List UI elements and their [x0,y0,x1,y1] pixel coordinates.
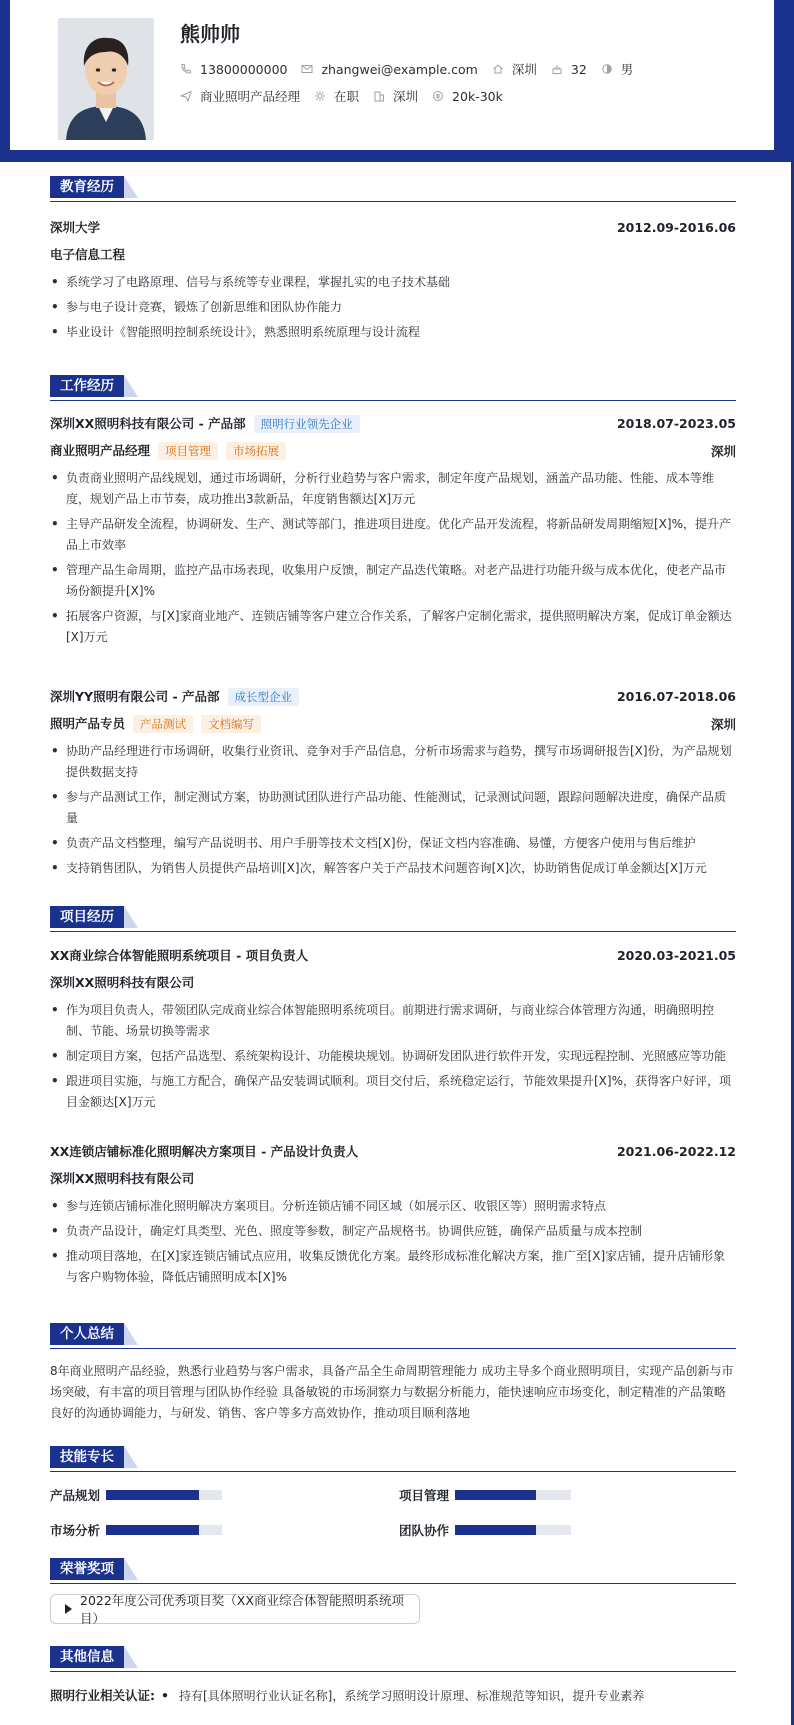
job-role: 商业照明产品经理 [50,443,151,458]
contact-row [180,60,647,78]
list-item: • 制定项目方案，包括产品选型、系统架构设计、功能模块规划。协调研发团队进行软件开发，实现远程控制、光照感应等功能 [50,1046,736,1067]
expand-triangle-icon [65,1604,72,1614]
coin-icon [432,90,444,102]
skill-name: 团队协作 [399,1523,450,1538]
city-item [492,60,537,78]
phone-item [180,62,287,77]
list-item: • 系统学习了电路原理、信号与系统等专业课程，掌握扎实的电子技术基础 [50,272,736,293]
company-name: 深圳YY照明有限公司 - 产品部 [50,689,220,704]
skill-bar-fill [455,1490,536,1500]
job-item [180,87,300,105]
header-left-band [0,0,10,150]
target-city-text: 深圳 [393,89,419,104]
award-item[interactable] [50,1594,420,1624]
skill-item [399,1521,571,1539]
section-rule [50,201,736,202]
project-name: XX商业综合体智能照明系统项目 - 项目负责人 [50,948,309,963]
job-role-row [50,441,736,460]
skill-item [50,1486,222,1504]
other-row [50,1686,736,1704]
gender-text: 男 [620,62,634,77]
section-rule [50,931,736,932]
other-section [50,1646,736,1703]
skill-item [50,1521,222,1539]
job-header-row [50,414,736,433]
summary-text: 8年商业照明产品经验，熟悉行业趋势与客户需求，具备产品全生命周期管理能力 成功主导多个商业照明项目，实现产品创新与市场突破，有丰富的项目管理与团队协作经验 具备敏锐的市场洞察力与数据分析能力，能快速响应市场变化，制定精准的产品策略 良好的沟通协调能力，与研发、销售、客户等多方高效协作，推动项目顺利落地 [50,1364,734,1420]
skill-tag: 产品测试 [133,715,193,733]
list-item: • 参与连锁店铺标准化照明解决方案项目。分析连锁店铺不同区域（如展示区、收银区等）照明需求特点 [50,1196,736,1217]
bullet-dot: • [161,1687,169,1703]
email-item [301,62,477,77]
skill-bar-fill [106,1525,199,1535]
skill-bar-fill [455,1525,536,1535]
section-header [50,1558,736,1580]
send-icon [180,90,192,102]
section-title: 教育经历 [50,176,124,198]
phone-text: 13800000000 [200,61,288,77]
section-rule [50,400,736,401]
skill-name: 市场分析 [50,1523,101,1538]
section-header [50,906,736,928]
job-role-row [50,714,736,733]
section-header [50,375,736,397]
cake-icon [551,63,563,75]
section-title: 其他信息 [50,1646,124,1668]
list-item: • 负责产品文档整理，编写产品说明书、用户手册等技术文档[X]份，保证文档内容准确、易懂，方便客户使用与售后维护 [50,833,736,854]
section-rule [50,1583,736,1584]
age-text: 32 [570,61,587,77]
section-header [50,176,736,198]
job-period: 2016.07-2018.06 [616,689,736,704]
company-tag: 照明行业领先企业 [254,415,360,433]
other-text: 持有[具体照明行业认证名称]，系统学习照明设计原理、标准规范等知识，提升专业素养 [179,1688,645,1703]
gear-icon [314,90,326,102]
target-city-item [373,87,418,105]
education-period: 2012.09-2016.06 [616,219,736,235]
mail-icon [301,63,313,75]
project-header-row [50,946,736,964]
list-item: • 参与电子设计竞赛，锻炼了创新思维和团队协作能力 [50,297,736,318]
skill-bar [455,1490,571,1500]
building-icon [373,90,385,102]
section-rule [50,1471,736,1472]
school-name: 深圳大学 [50,220,101,235]
gender-item [601,60,634,78]
list-item: • 负责产品设计，确定灯具类型、光色、照度等参数，制定产品规格书。协调供应链，确保产品质量与成本控制 [50,1221,736,1242]
awards-section [50,1558,736,1626]
section-header [50,1646,736,1668]
gender-icon [601,63,613,75]
status-item [314,87,359,105]
list-item: • 参与产品测试工作，制定测试方案，协助测试团队进行产品功能、性能测试，记录测试问题，跟踪问题解决进度，确保产品质量 [50,787,736,829]
resume-header [10,0,774,150]
job-intent-row [180,87,517,105]
section-title: 荣誉奖项 [50,1558,124,1580]
award-text: 2022年度公司优秀项目奖（XX商业综合体智能照明系统项目） [80,1593,404,1626]
project-bullets [50,1196,736,1292]
section-title: 个人总结 [50,1323,124,1345]
major-row [50,245,736,263]
skill-tag: 项目管理 [158,442,218,460]
project-bullets [50,1000,736,1117]
summary-section [50,1323,736,1420]
projects-section [50,906,736,1284]
work-section [50,375,736,875]
project-company: 深圳XX照明科技有限公司 [50,975,195,990]
age-item [551,62,587,77]
email-text: zhangwei@example.com [321,61,478,77]
list-item: • 支持销售团队，为销售人员提供产品培训[X]次，解答客户关于产品技术问题咨询[X]次，协助销售促成订单金额达[X]万元 [50,858,736,879]
list-item: • 主导产品研发全流程，协调研发、生产、测试等部门，推进项目进度。优化产品开发流程，将新品研发周期缩短[X]%，提升产品上市效率 [50,514,736,556]
header-bottom-band [0,150,794,162]
list-item: • 作为项目负责人，带领团队完成商业综合体智能照明系统项目。前期进行需求调研，与商业综合体管理方沟通，明确照明控制、节能、场景切换等需求 [50,1000,736,1042]
education-row [50,218,736,236]
phone-icon [180,63,192,75]
section-rule [50,1348,736,1349]
company-name: 深圳XX照明科技有限公司 - 产品部 [50,416,246,431]
education-bullets [50,272,736,347]
salary-text: 20k-30k [452,88,503,104]
section-header [50,1323,736,1345]
list-item: • 负责商业照明产品线规划，通过市场调研，分析行业趋势与客户需求，制定年度产品规划，涵盖产品功能、性能、成本等维度，规划产品上市节奏，成功推出3款新品，年度销售额达[X]万元 [50,468,736,510]
skill-tag: 文档编写 [201,715,261,733]
home-icon [492,63,504,75]
status-text: 在职 [334,89,360,104]
list-item: • 毕业设计《智能照明控制系统设计》，熟悉照明系统原理与设计流程 [50,322,736,343]
job-bullets [50,468,736,652]
job-role: 照明产品专员 [50,716,126,731]
job-period: 2018.07-2023.05 [616,416,736,431]
list-item: • 跟进项目实施，与施工方配合，确保产品安装调试顺利。项目交付后，系统稳定运行，节能效果提升[X]%，获得客户好评，项目金额达[X]万元 [50,1071,736,1113]
major-name: 电子信息工程 [50,247,126,262]
section-title: 项目经历 [50,906,124,928]
job-header-row [50,687,736,706]
skill-bar-fill [106,1490,199,1500]
section-header [50,1446,736,1468]
section-rule [50,1671,736,1672]
skill-name: 项目管理 [399,1488,450,1503]
section-title: 工作经历 [50,375,124,397]
skill-item [399,1486,571,1504]
job-location: 深圳 [710,443,736,459]
city-text: 深圳 [511,62,537,77]
skill-name: 产品规划 [50,1488,101,1503]
company-tag: 成长型企业 [228,688,300,706]
job-bullets [50,741,736,883]
project-company-row [50,973,736,991]
skill-bar [106,1525,222,1535]
skill-tag: 市场拓展 [226,442,286,460]
project-name: XX连锁店铺标准化照明解决方案项目 - 产品设计负责人 [50,1144,359,1159]
skills-section [50,1446,736,1538]
project-header-row [50,1142,736,1160]
salary-item [432,89,503,104]
job-text: 商业照明产品经理 [200,89,301,104]
project-company: 深圳XX照明科技有限公司 [50,1171,195,1186]
list-item: • 拓展客户资源，与[X]家商业地产、连锁店铺等客户建立合作关系，了解客户定制化需求，提供照明解决方案，促成订单金额达[X]万元 [50,606,736,648]
skill-bar [455,1525,571,1535]
other-label: 照明行业相关认证: [50,1688,155,1703]
education-section [50,176,736,339]
candidate-name: 熊帅帅 [180,22,240,46]
project-company-row [50,1169,736,1187]
list-item: • 管理产品生命周期，监控产品市场表现，收集用户反馈，制定产品迭代策略。对老产品进行功能升级与成本优化，使老产品市场份额提升[X]% [50,560,736,602]
job-location: 深圳 [710,716,736,732]
section-title: 技能专长 [50,1446,124,1468]
project-period: 2021.06-2022.12 [616,1143,736,1159]
skill-bar [106,1490,222,1500]
list-item: • 协助产品经理进行市场调研，收集行业资讯、竞争对手产品信息，分析市场需求与趋势，撰写市场调研报告[X]份，为产品规划提供数据支持 [50,741,736,783]
project-period: 2020.03-2021.05 [616,947,736,963]
list-item: • 推动项目落地，在[X]家连锁店铺试点应用，收集反馈优化方案。最终形成标准化解决方案，推广至[X]家店铺，提升店铺形象与客户购物体验，降低店铺照明成本[X]% [50,1246,736,1288]
header-right-band [774,0,794,162]
avatar [58,18,154,140]
